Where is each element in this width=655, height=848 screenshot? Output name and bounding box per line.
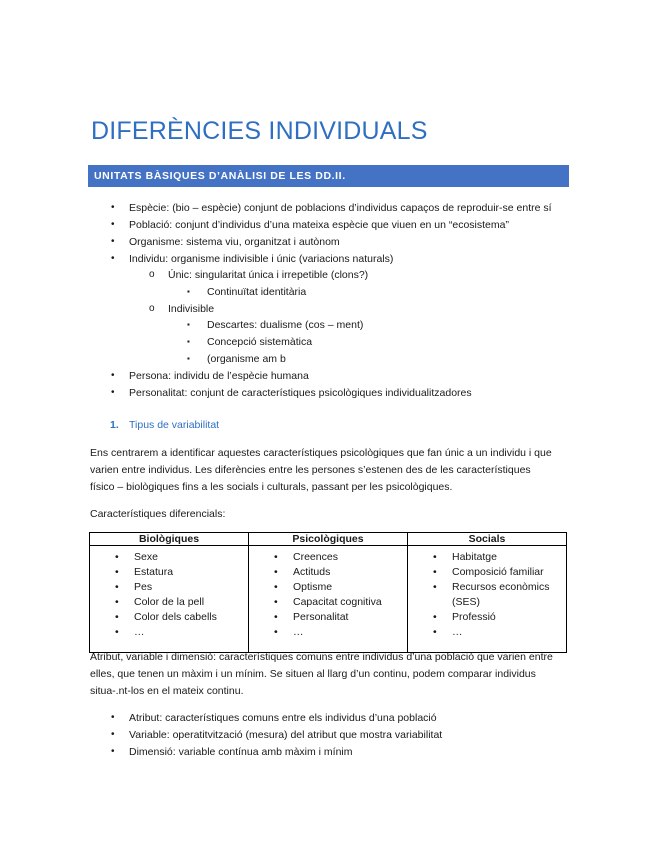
column-header: Biològiques <box>90 533 249 546</box>
table-list-item: • Pes <box>90 580 248 595</box>
table-header-row <box>90 533 567 546</box>
table-list-item: • … <box>90 625 248 640</box>
section-heading: UNITATS BÀSIQUES D’ANÀLISI DE LES DD.II. <box>88 165 569 187</box>
hollow-bullet-icon: o <box>149 269 155 280</box>
table-cell-biologiques <box>90 546 249 653</box>
subsection-title: Tipus de variabilitat <box>129 419 220 431</box>
bullet-icon: • <box>111 746 115 757</box>
list-item: Descartes: dualisme (cos – ment) <box>207 319 364 331</box>
paragraph-line: Atribut, variable i dimensió: característiques comuns entre individus d’una població que varien entre <box>90 651 553 663</box>
list-item: Atribut: característiques comuns entre els individus d’una població <box>129 712 437 724</box>
table-list-item: • Capacitat cognitiva <box>249 595 407 610</box>
bullet-icon: • <box>111 253 115 264</box>
paragraph-line: varien entre individus. Les diferències entre les persones s’estenen des de les característiques <box>90 464 531 476</box>
list-item: Continuïtat identitària <box>207 286 307 298</box>
table-list-item: • … <box>408 625 566 640</box>
list-item: Individu: organisme indivisible i únic (variacions naturals) <box>129 253 394 265</box>
table-list-item: • … <box>249 625 407 640</box>
page-title: DIFERÈNCIES INDIVIDUALS <box>91 117 428 145</box>
table-list-item: • Composició familiar <box>408 565 566 580</box>
bullet-icon: • <box>111 219 115 230</box>
list-item: Indivisible <box>168 303 215 315</box>
square-bullet-icon: ▪ <box>187 354 190 363</box>
table-list-item: • Habitatge <box>408 550 566 565</box>
characteristics-table <box>89 532 567 653</box>
column-header: Socials <box>408 533 567 546</box>
table-row <box>90 546 567 653</box>
list-item: Persona: individu de l’espècie humana <box>129 370 309 382</box>
paragraph-line: Ens centrarem a identificar aquestes característiques psicològiques que fan únic a un individu i que <box>90 447 552 459</box>
list-item: Dimensió: variable contínua amb màxim i mínim <box>129 746 353 758</box>
table-cell-psicologiques <box>249 546 408 653</box>
square-bullet-icon: ▪ <box>187 337 190 346</box>
list-item: Únic: singularitat única i irrepetible (clons?) <box>168 269 369 281</box>
hollow-bullet-icon: o <box>149 303 155 314</box>
table-list-item: • Creences <box>249 550 407 565</box>
table-cell-socials <box>408 546 567 653</box>
square-bullet-icon: ▪ <box>187 287 190 296</box>
bullet-icon: • <box>111 729 115 740</box>
bullet-icon: • <box>111 712 115 723</box>
paragraph-line: físico – biològiques fins a les socials i culturals, passant per les psicològiques. <box>90 481 453 493</box>
subsection-number: 1. <box>110 419 119 431</box>
bullet-icon: • <box>111 236 115 247</box>
table-list-item: • Professió <box>408 610 566 625</box>
paragraph-line: elles, que tenen un màxim i un mínim. Se situen al llarg d’un continu, podem comparar individus <box>90 668 536 680</box>
table-list-item: • Color dels cabells <box>90 610 248 625</box>
table-list-item: • Optisme <box>249 580 407 595</box>
column-header: Psicològiques <box>249 533 408 546</box>
square-bullet-icon: ▪ <box>187 320 190 329</box>
table-list-item: • Estatura <box>90 565 248 580</box>
table-list-item: • Actituds <box>249 565 407 580</box>
table-list-item: • Personalitat <box>249 610 407 625</box>
table-list-item: • Recursos econòmics (SES) <box>408 580 566 610</box>
list-item: Variable: operatitvització (mesura) del atribut que mostra variabilitat <box>129 729 443 741</box>
list-item: Població: conjunt d’individus d’una mateixa espècie que viuen en un “ecosistema” <box>129 219 509 231</box>
bullet-icon: • <box>111 387 115 398</box>
bullet-icon: • <box>111 370 115 381</box>
list-item: Personalitat: conjunt de característiques psicològiques individualitzadores <box>129 387 472 399</box>
bullet-icon: • <box>111 202 115 213</box>
paragraph-line: situa-.nt-los en el mateix continu. <box>90 685 244 697</box>
table-caption: Característiques diferencials: <box>90 508 226 520</box>
list-item: (organisme am b <box>207 353 286 365</box>
table-list-item: • Sexe <box>90 550 248 565</box>
list-item: Espècie: (bio – espècie) conjunt de poblacions d’individus capaços de reproduir-se entre sí <box>129 202 552 214</box>
table-list-item: • Color de la pell <box>90 595 248 610</box>
list-item: Concepció sistemàtica <box>207 336 313 348</box>
list-item: Organisme: sistema viu, organitzat i autònom <box>129 236 340 248</box>
